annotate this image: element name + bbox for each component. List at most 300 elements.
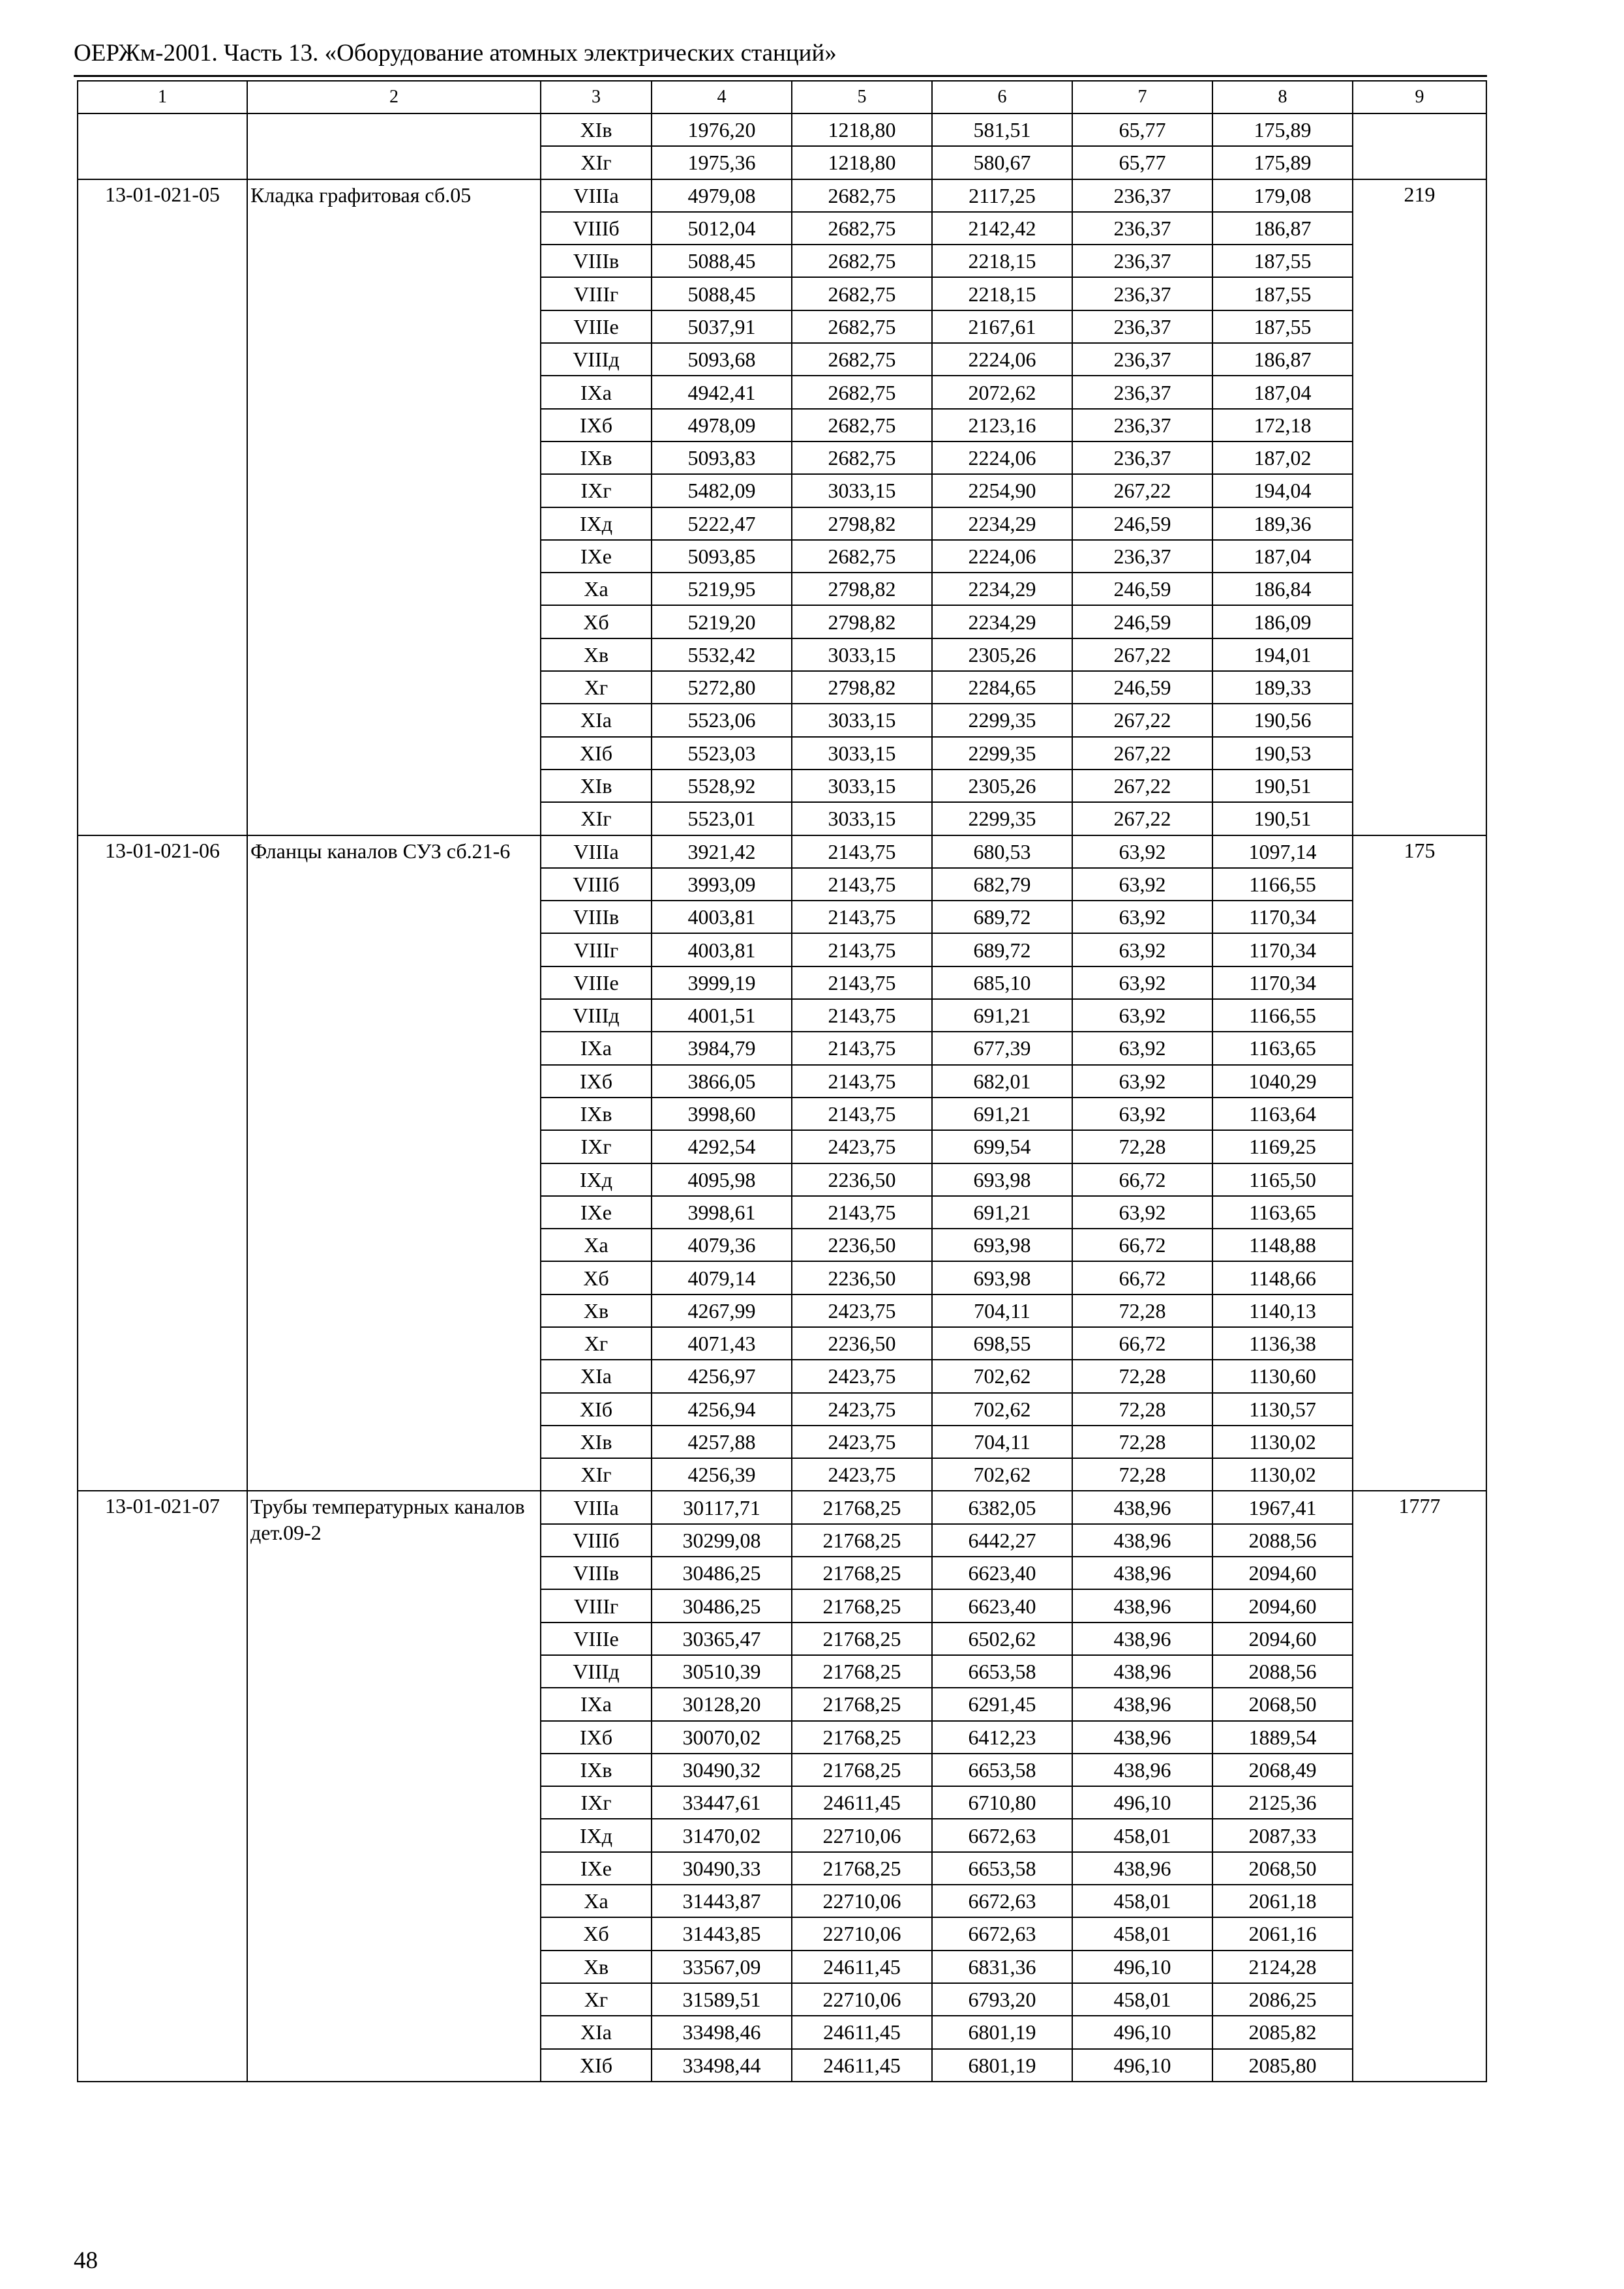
page-number: 48 — [74, 2247, 98, 2274]
wage-cell: 3033,15 — [792, 638, 932, 671]
wage-cell: 2682,75 — [792, 376, 932, 408]
total-cost-cell: 30128,20 — [652, 1688, 792, 1720]
machine-cost-cell: 2224,06 — [932, 540, 1072, 573]
wage-cell: 2143,75 — [792, 999, 932, 1032]
wage-cell: 21768,25 — [792, 1623, 932, 1655]
materials-cost-cell: 1967,41 — [1212, 1491, 1353, 1523]
total-cost-cell: 4003,81 — [652, 933, 792, 966]
machine-cost-cell: 6653,58 — [932, 1655, 1072, 1688]
machine-cost-cell: 2142,42 — [932, 212, 1072, 245]
machinist-wage-cell: 496,10 — [1072, 2049, 1212, 2082]
wage-cell: 22710,06 — [792, 1819, 932, 1851]
materials-cost-cell: 1130,02 — [1212, 1426, 1353, 1458]
wage-cell: 2798,82 — [792, 507, 932, 540]
total-cost-cell: 30490,32 — [652, 1754, 792, 1786]
machine-cost-cell: 691,21 — [932, 999, 1072, 1032]
machinist-wage-cell: 438,96 — [1072, 1589, 1212, 1622]
machinist-wage-cell: 438,96 — [1072, 1754, 1212, 1786]
materials-cost-cell: 189,36 — [1212, 507, 1353, 540]
zone-cell: VIIIв — [541, 1557, 652, 1589]
rate-name-cell: Кладка графитовая сб.05 — [247, 179, 541, 835]
machine-cost-cell: 689,72 — [932, 901, 1072, 933]
materials-cost-cell: 1097,14 — [1212, 835, 1353, 868]
zone-cell: Xб — [541, 1917, 652, 1950]
total-cost-cell: 5523,06 — [652, 704, 792, 736]
machine-cost-cell: 2224,06 — [932, 343, 1072, 376]
total-cost-cell: 4079,14 — [652, 1261, 792, 1294]
machinist-wage-cell: 267,22 — [1072, 737, 1212, 770]
total-cost-cell: 4071,43 — [652, 1327, 792, 1360]
total-cost-cell: 4978,09 — [652, 409, 792, 441]
wage-cell: 2682,75 — [792, 343, 932, 376]
machinist-wage-cell: 236,37 — [1072, 441, 1212, 474]
machinist-wage-cell: 63,92 — [1072, 966, 1212, 999]
zone-cell: XIб — [541, 1393, 652, 1426]
column-number: 1 — [78, 81, 247, 113]
wage-cell: 22710,06 — [792, 1983, 932, 2016]
zone-cell: VIIIа — [541, 1491, 652, 1523]
column-number: 3 — [541, 81, 652, 113]
machine-cost-cell: 698,55 — [932, 1327, 1072, 1360]
wage-cell: 2143,75 — [792, 901, 932, 933]
machine-cost-cell: 704,11 — [932, 1426, 1072, 1458]
rate-code-cell: 13-01-021-07 — [78, 1491, 247, 2081]
machinist-wage-cell: 63,92 — [1072, 1098, 1212, 1130]
machine-cost-cell: 6623,40 — [932, 1557, 1072, 1589]
wage-cell: 2423,75 — [792, 1360, 932, 1392]
materials-cost-cell: 1130,02 — [1212, 1458, 1353, 1491]
machinist-wage-cell: 267,22 — [1072, 770, 1212, 802]
machine-cost-cell: 693,98 — [932, 1163, 1072, 1196]
machinist-wage-cell: 438,96 — [1072, 1688, 1212, 1720]
machine-cost-cell: 6672,63 — [932, 1819, 1072, 1851]
zone-cell: Xг — [541, 671, 652, 704]
machine-cost-cell: 6442,27 — [932, 1524, 1072, 1557]
zone-cell: IXб — [541, 409, 652, 441]
total-cost-cell: 33447,61 — [652, 1786, 792, 1819]
machinist-wage-cell: 63,92 — [1072, 901, 1212, 933]
wage-cell: 2143,75 — [792, 868, 932, 901]
materials-cost-cell: 2085,82 — [1212, 2016, 1353, 2048]
total-cost-cell: 4256,97 — [652, 1360, 792, 1392]
zone-cell: Xв — [541, 1951, 652, 1983]
machine-cost-cell: 2234,29 — [932, 605, 1072, 638]
wage-cell: 2143,75 — [792, 835, 932, 868]
machine-cost-cell: 685,10 — [932, 966, 1072, 999]
materials-cost-cell: 1170,34 — [1212, 933, 1353, 966]
machine-cost-cell: 2167,61 — [932, 310, 1072, 343]
zone-cell: XIа — [541, 2016, 652, 2048]
materials-cost-cell: 2061,18 — [1212, 1885, 1353, 1917]
zone-cell: IXе — [541, 1852, 652, 1885]
materials-cost-cell: 2068,49 — [1212, 1754, 1353, 1786]
materials-cost-cell: 187,04 — [1212, 376, 1353, 408]
machinist-wage-cell: 72,28 — [1072, 1458, 1212, 1491]
machinist-wage-cell: 63,92 — [1072, 1032, 1212, 1064]
zone-cell: VIIIа — [541, 835, 652, 868]
wage-cell: 21768,25 — [792, 1688, 932, 1720]
machinist-wage-cell: 236,37 — [1072, 277, 1212, 310]
machinist-wage-cell: 236,37 — [1072, 212, 1212, 245]
machine-cost-cell: 6291,45 — [932, 1688, 1072, 1720]
total-cost-cell: 5482,09 — [652, 474, 792, 507]
machinist-wage-cell: 458,01 — [1072, 1885, 1212, 1917]
materials-cost-cell: 2088,56 — [1212, 1655, 1353, 1688]
materials-cost-cell: 2094,60 — [1212, 1589, 1353, 1622]
machinist-wage-cell: 458,01 — [1072, 1983, 1212, 2016]
table-row — [78, 1491, 1486, 1523]
machine-cost-cell: 2305,26 — [932, 770, 1072, 802]
materials-cost-cell: 1166,55 — [1212, 868, 1353, 901]
total-cost-cell: 30070,02 — [652, 1721, 792, 1754]
total-cost-cell: 5532,42 — [652, 638, 792, 671]
total-cost-cell: 3921,42 — [652, 835, 792, 868]
machine-cost-cell: 6793,20 — [932, 1983, 1072, 2016]
total-cost-cell: 31470,02 — [652, 1819, 792, 1851]
machine-cost-cell: 6653,58 — [932, 1852, 1072, 1885]
machine-cost-cell: 6623,40 — [932, 1589, 1072, 1622]
materials-cost-cell: 1889,54 — [1212, 1721, 1353, 1754]
zone-cell: Xа — [541, 1885, 652, 1917]
machinist-wage-cell: 246,59 — [1072, 573, 1212, 605]
materials-cost-cell: 1170,34 — [1212, 901, 1353, 933]
machinist-wage-cell: 63,92 — [1072, 1196, 1212, 1229]
total-cost-cell: 4942,41 — [652, 376, 792, 408]
total-cost-cell: 4979,08 — [652, 179, 792, 212]
materials-cost-cell: 194,01 — [1212, 638, 1353, 671]
machinist-wage-cell: 65,77 — [1072, 146, 1212, 179]
machine-cost-cell: 2234,29 — [932, 507, 1072, 540]
machinist-wage-cell: 438,96 — [1072, 1623, 1212, 1655]
wage-cell: 21768,25 — [792, 1557, 932, 1589]
table-row — [78, 179, 1486, 212]
materials-cost-cell: 2085,80 — [1212, 2049, 1353, 2082]
zone-cell: IXг — [541, 1786, 652, 1819]
zone-cell: VIIIе — [541, 966, 652, 999]
wage-cell: 3033,15 — [792, 474, 932, 507]
zone-cell: IXа — [541, 1688, 652, 1720]
machine-cost-cell: 693,98 — [932, 1229, 1072, 1261]
machine-cost-cell: 2299,35 — [932, 704, 1072, 736]
machinist-wage-cell: 246,59 — [1072, 671, 1212, 704]
zone-cell: VIIIв — [541, 901, 652, 933]
wage-cell: 2798,82 — [792, 573, 932, 605]
total-cost-cell: 4003,81 — [652, 901, 792, 933]
machinist-wage-cell: 267,22 — [1072, 638, 1212, 671]
materials-cost-cell: 189,33 — [1212, 671, 1353, 704]
rate-name-cell: Фланцы каналов СУЗ сб.21-6 — [247, 835, 541, 1491]
machinist-wage-cell: 236,37 — [1072, 245, 1212, 277]
table-body — [78, 81, 1486, 2082]
machine-cost-cell: 2305,26 — [932, 638, 1072, 671]
materials-cost-cell: 1130,57 — [1212, 1393, 1353, 1426]
machinist-wage-cell: 72,28 — [1072, 1294, 1212, 1327]
machinist-wage-cell: 438,96 — [1072, 1852, 1212, 1885]
machinist-wage-cell: 496,10 — [1072, 1786, 1212, 1819]
materials-cost-cell: 175,89 — [1212, 113, 1353, 146]
machinist-wage-cell: 438,96 — [1072, 1655, 1212, 1688]
zone-cell: VIIIб — [541, 212, 652, 245]
total-cost-cell: 4257,88 — [652, 1426, 792, 1458]
machine-cost-cell: 682,79 — [932, 868, 1072, 901]
machine-cost-cell: 6801,19 — [932, 2016, 1072, 2048]
wage-cell: 2143,75 — [792, 933, 932, 966]
zone-cell: IXг — [541, 1130, 652, 1163]
total-cost-cell: 5219,95 — [652, 573, 792, 605]
machinist-wage-cell: 66,72 — [1072, 1327, 1212, 1360]
zone-cell: IXе — [541, 540, 652, 573]
total-cost-cell: 5219,20 — [652, 605, 792, 638]
machinist-wage-cell: 66,72 — [1072, 1229, 1212, 1261]
materials-cost-cell: 1169,25 — [1212, 1130, 1353, 1163]
zone-cell: XIв — [541, 770, 652, 802]
wage-cell: 1218,80 — [792, 113, 932, 146]
zone-cell: Xб — [541, 605, 652, 638]
machine-cost-cell: 580,67 — [932, 146, 1072, 179]
materials-cost-cell: 1165,50 — [1212, 1163, 1353, 1196]
materials-cost-cell: 1136,38 — [1212, 1327, 1353, 1360]
wage-cell: 2682,75 — [792, 540, 932, 573]
zone-cell: VIIIа — [541, 179, 652, 212]
machinist-wage-cell: 63,92 — [1072, 933, 1212, 966]
wage-cell: 2423,75 — [792, 1294, 932, 1327]
zone-cell: XIб — [541, 2049, 652, 2082]
total-cost-cell: 1975,36 — [652, 146, 792, 179]
zone-cell: IXв — [541, 1098, 652, 1130]
materials-cost-cell: 2087,33 — [1212, 1819, 1353, 1851]
zone-cell: XIа — [541, 1360, 652, 1392]
total-cost-cell: 5523,03 — [652, 737, 792, 770]
machine-cost-cell: 702,62 — [932, 1458, 1072, 1491]
wage-cell: 21768,25 — [792, 1524, 932, 1557]
total-cost-cell: 5088,45 — [652, 245, 792, 277]
materials-cost-cell: 1040,29 — [1212, 1065, 1353, 1098]
total-cost-cell: 3984,79 — [652, 1032, 792, 1064]
zone-cell: VIIIд — [541, 999, 652, 1032]
machine-cost-cell: 6801,19 — [932, 2049, 1072, 2082]
machinist-wage-cell: 246,59 — [1072, 605, 1212, 638]
zone-cell: VIIIе — [541, 310, 652, 343]
materials-cost-cell: 2061,16 — [1212, 1917, 1353, 1950]
rate-code-cell: 13-01-021-05 — [78, 179, 247, 835]
total-cost-cell: 3866,05 — [652, 1065, 792, 1098]
wage-cell: 24611,45 — [792, 1786, 932, 1819]
wage-cell: 21768,25 — [792, 1655, 932, 1688]
wage-cell: 21768,25 — [792, 1754, 932, 1786]
wage-cell: 2236,50 — [792, 1261, 932, 1294]
wage-cell: 21768,25 — [792, 1721, 932, 1754]
wage-cell: 3033,15 — [792, 802, 932, 835]
machinist-wage-cell: 458,01 — [1072, 1917, 1212, 1950]
total-cost-cell: 5093,68 — [652, 343, 792, 376]
zone-cell: XIв — [541, 113, 652, 146]
machine-cost-cell: 6653,58 — [932, 1754, 1072, 1786]
total-cost-cell: 5088,45 — [652, 277, 792, 310]
zone-cell: Xа — [541, 1229, 652, 1261]
rate-name-cell — [247, 113, 541, 179]
zone-cell: IXв — [541, 1754, 652, 1786]
machine-cost-cell: 2299,35 — [932, 737, 1072, 770]
zone-cell: XIа — [541, 704, 652, 736]
total-cost-cell: 5523,01 — [652, 802, 792, 835]
materials-cost-cell: 186,87 — [1212, 212, 1353, 245]
column-number: 6 — [932, 81, 1072, 113]
total-cost-cell: 3998,60 — [652, 1098, 792, 1130]
labor-cost-cell: 1777 — [1353, 1491, 1486, 2081]
zone-cell: VIIIг — [541, 1589, 652, 1622]
wage-cell: 21768,25 — [792, 1589, 932, 1622]
materials-cost-cell: 2068,50 — [1212, 1688, 1353, 1720]
zone-cell: Xв — [541, 1294, 652, 1327]
wage-cell: 2143,75 — [792, 966, 932, 999]
total-cost-cell: 31589,51 — [652, 1983, 792, 2016]
machinist-wage-cell: 63,92 — [1072, 999, 1212, 1032]
machinist-wage-cell: 63,92 — [1072, 835, 1212, 868]
wage-cell: 2682,75 — [792, 441, 932, 474]
materials-cost-cell: 1170,34 — [1212, 966, 1353, 999]
machine-cost-cell: 2123,16 — [932, 409, 1072, 441]
zone-cell: XIв — [541, 1426, 652, 1458]
materials-cost-cell: 2124,28 — [1212, 1951, 1353, 1983]
total-cost-cell: 4095,98 — [652, 1163, 792, 1196]
zone-cell: IXа — [541, 376, 652, 408]
total-cost-cell: 4256,94 — [652, 1393, 792, 1426]
machine-cost-cell: 704,11 — [932, 1294, 1072, 1327]
machinist-wage-cell: 496,10 — [1072, 1951, 1212, 1983]
materials-cost-cell: 190,53 — [1212, 737, 1353, 770]
total-cost-cell: 30299,08 — [652, 1524, 792, 1557]
materials-cost-cell: 187,55 — [1212, 310, 1353, 343]
machine-cost-cell: 682,01 — [932, 1065, 1072, 1098]
total-cost-cell: 30486,25 — [652, 1557, 792, 1589]
wage-cell: 2423,75 — [792, 1458, 932, 1491]
column-number: 4 — [652, 81, 792, 113]
total-cost-cell: 31443,85 — [652, 1917, 792, 1950]
machinist-wage-cell: 496,10 — [1072, 2016, 1212, 2048]
wage-cell: 2798,82 — [792, 671, 932, 704]
total-cost-cell: 30510,39 — [652, 1655, 792, 1688]
column-number: 5 — [792, 81, 932, 113]
total-cost-cell: 3998,61 — [652, 1196, 792, 1229]
zone-cell: VIIIд — [541, 343, 652, 376]
wage-cell: 2236,50 — [792, 1163, 932, 1196]
machine-cost-cell: 2234,29 — [932, 573, 1072, 605]
wage-cell: 21768,25 — [792, 1491, 932, 1523]
machine-cost-cell: 6502,62 — [932, 1623, 1072, 1655]
materials-cost-cell: 187,55 — [1212, 245, 1353, 277]
materials-cost-cell: 2068,50 — [1212, 1852, 1353, 1885]
total-cost-cell: 4267,99 — [652, 1294, 792, 1327]
machine-cost-cell: 6831,36 — [932, 1951, 1072, 1983]
materials-cost-cell: 1148,66 — [1212, 1261, 1353, 1294]
total-cost-cell: 4001,51 — [652, 999, 792, 1032]
materials-cost-cell: 179,08 — [1212, 179, 1353, 212]
materials-cost-cell: 1163,64 — [1212, 1098, 1353, 1130]
zone-cell: Xв — [541, 638, 652, 671]
materials-cost-cell: 187,04 — [1212, 540, 1353, 573]
total-cost-cell: 30490,33 — [652, 1852, 792, 1885]
materials-cost-cell: 2086,25 — [1212, 1983, 1353, 2016]
zone-cell: VIIIб — [541, 868, 652, 901]
machinist-wage-cell: 236,37 — [1072, 409, 1212, 441]
machinist-wage-cell: 66,72 — [1072, 1163, 1212, 1196]
wage-cell: 2682,75 — [792, 212, 932, 245]
machine-cost-cell: 2254,90 — [932, 474, 1072, 507]
wage-cell: 21768,25 — [792, 1852, 932, 1885]
machinist-wage-cell: 63,92 — [1072, 868, 1212, 901]
machine-cost-cell: 6672,63 — [932, 1885, 1072, 1917]
wage-cell: 2682,75 — [792, 409, 932, 441]
machine-cost-cell: 677,39 — [932, 1032, 1072, 1064]
machine-cost-cell: 702,62 — [932, 1393, 1072, 1426]
machine-cost-cell: 6412,23 — [932, 1721, 1072, 1754]
zone-cell: VIIIд — [541, 1655, 652, 1688]
wage-cell: 2682,75 — [792, 245, 932, 277]
materials-cost-cell: 186,87 — [1212, 343, 1353, 376]
machinist-wage-cell: 267,22 — [1072, 704, 1212, 736]
materials-cost-cell: 190,51 — [1212, 802, 1353, 835]
total-cost-cell: 30365,47 — [652, 1623, 792, 1655]
zone-cell: VIIIг — [541, 277, 652, 310]
rate-name-cell: Трубы температурных каналов дет.09-2 — [247, 1491, 541, 2081]
machinist-wage-cell: 438,96 — [1072, 1491, 1212, 1523]
machinist-wage-cell: 72,28 — [1072, 1360, 1212, 1392]
machinist-wage-cell: 72,28 — [1072, 1130, 1212, 1163]
total-cost-cell: 1976,20 — [652, 113, 792, 146]
machine-cost-cell: 2284,65 — [932, 671, 1072, 704]
materials-cost-cell: 186,09 — [1212, 605, 1353, 638]
zone-cell: IXд — [541, 1163, 652, 1196]
zone-cell: IXд — [541, 1819, 652, 1851]
column-number: 9 — [1353, 81, 1486, 113]
wage-cell: 1218,80 — [792, 146, 932, 179]
zone-cell: Xг — [541, 1327, 652, 1360]
zone-cell: Xа — [541, 573, 652, 605]
column-number-row — [78, 81, 1486, 113]
wage-cell: 2423,75 — [792, 1426, 932, 1458]
column-number: 7 — [1072, 81, 1212, 113]
wage-cell: 3033,15 — [792, 770, 932, 802]
machine-cost-cell: 6710,80 — [932, 1786, 1072, 1819]
machinist-wage-cell: 438,96 — [1072, 1557, 1212, 1589]
machinist-wage-cell: 236,37 — [1072, 179, 1212, 212]
table-row — [78, 113, 1486, 146]
wage-cell: 24611,45 — [792, 2016, 932, 2048]
total-cost-cell: 33498,44 — [652, 2049, 792, 2082]
materials-cost-cell: 2094,60 — [1212, 1557, 1353, 1589]
machinist-wage-cell: 65,77 — [1072, 113, 1212, 146]
wage-cell: 2143,75 — [792, 1065, 932, 1098]
wage-cell: 2423,75 — [792, 1393, 932, 1426]
materials-cost-cell: 1148,88 — [1212, 1229, 1353, 1261]
labor-cost-cell — [1353, 113, 1486, 179]
machine-cost-cell: 6382,05 — [932, 1491, 1072, 1523]
machinist-wage-cell: 236,37 — [1072, 540, 1212, 573]
total-cost-cell: 33498,46 — [652, 2016, 792, 2048]
rate-code-cell: 13-01-021-06 — [78, 835, 247, 1491]
zone-cell: VIIIг — [541, 933, 652, 966]
materials-cost-cell: 175,89 — [1212, 146, 1353, 179]
wage-cell: 2798,82 — [792, 605, 932, 638]
wage-cell: 2682,75 — [792, 179, 932, 212]
materials-cost-cell: 2088,56 — [1212, 1524, 1353, 1557]
wage-cell: 24611,45 — [792, 1951, 932, 1983]
machine-cost-cell: 693,98 — [932, 1261, 1072, 1294]
machine-cost-cell: 2218,15 — [932, 277, 1072, 310]
zone-cell: VIIIв — [541, 245, 652, 277]
machine-cost-cell: 2224,06 — [932, 441, 1072, 474]
zone-cell: Xб — [541, 1261, 652, 1294]
